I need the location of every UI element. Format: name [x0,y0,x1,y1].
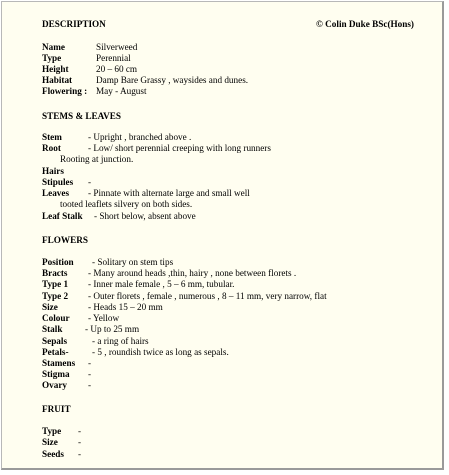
field-value: - [78,437,82,447]
field-label: Flowering : [42,86,88,96]
field-value: - Low/ short perennial creeping with long runners [88,143,271,153]
field-value: Perennial [96,53,131,63]
field-label: Bracts [42,268,68,278]
field-value: - Heads 15 – 20 mm [88,302,163,312]
field-label: Type [42,426,62,436]
field-value: May - August [96,86,147,96]
field-label: Habitat [42,75,73,85]
field-label: Sepals [42,336,68,346]
copyright-notice: © Colin Duke BSc(Hons) [316,19,414,29]
field-label: Size [42,437,58,447]
field-label: Stem [42,132,62,142]
field-value: - Outer florets , female , numerous , 8 – 11 mm, very narrow, flat [88,291,327,301]
field-label: Petals- [42,347,69,357]
field-label: Position [42,257,74,267]
field-label: Height [42,64,69,74]
field-label: Hairs [42,166,64,176]
field-value: - Short below, absent above [94,211,196,221]
field-value: - [88,369,92,379]
field-value: - Yellow [88,313,120,323]
section-title-flowers: FLOWERS [42,235,88,245]
field-label: Ovary [42,380,68,390]
field-value: - Many around heads ,thin, hairy , none between florets . [88,268,297,278]
description-sheet [1,1,444,470]
field-value: - [88,177,92,187]
field-label: Seeds [42,449,64,459]
field-value: - [88,380,92,390]
field-label: Leaf Stalk [42,211,83,221]
field-label: Size [42,302,58,312]
field-value: - a ring of hairs [92,336,149,346]
field-value: - [78,449,82,459]
field-value: - [88,358,92,368]
field-value: - Solitary on stem tips [92,257,174,267]
field-label: Leaves [42,188,70,198]
field-value: - Upright , branched above . [88,132,192,142]
page-title: DESCRIPTION [42,19,106,29]
field-label: Name [42,42,65,52]
field-label: Stalk [42,324,63,334]
field-value: - Pinnate with alternate large and small well [88,188,250,198]
field-value: 20 – 60 cm [96,64,138,74]
field-label: Root [42,143,61,153]
field-label: Stamens [42,358,76,368]
field-label: Stigma [42,369,70,379]
field-label: Type 2 [42,291,69,301]
field-value-continuation: Rooting at junction. [60,154,134,164]
field-label: Type [42,53,62,63]
field-value: Damp Bare Grassy , waysides and dunes. [96,75,249,85]
field-value: Silverweed [96,42,138,52]
section-title-stems-leaves: STEMS & LEAVES [42,111,121,121]
field-value: - Up to 25 mm [85,324,140,334]
field-label: Type 1 [42,279,69,289]
field-value: - Inner male female , 5 – 6 mm, tubular. [88,279,235,289]
field-value: - 5 , roundish twice as long as sepals. [92,347,229,357]
field-value-continuation: tooted leaflets silvery on both sides. [60,199,193,209]
field-label: Colour [42,313,70,323]
field-value: - [78,426,82,436]
field-label: Stipules [42,177,74,187]
section-title-fruit: FRUIT [42,404,71,414]
